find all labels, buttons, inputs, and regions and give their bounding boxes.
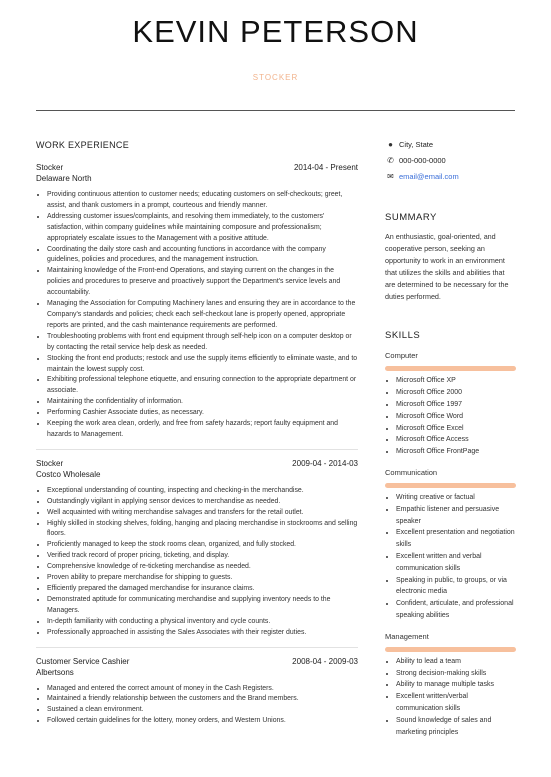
skill-items <box>385 375 516 458</box>
skill-item: • Confident, articulate, and professional speaking abilities <box>396 598 516 622</box>
location-pin-icon: ● <box>388 140 393 149</box>
skill-item: • Excellent written/verbal communication skills <box>396 691 516 715</box>
job-bullet: • Troubleshooting problems with front end equipment through self-help icon on a computer desktop or by contacting the retail service help desk as needed. <box>47 332 358 354</box>
skill-item: • Microsoft Office Excel <box>396 423 516 435</box>
contact-location <box>385 140 516 150</box>
job-bullet: • Verified track record of proper pricing, ticketing, and display. <box>47 551 358 562</box>
skill-item: • Speaking in public, to groups, or via electronic media <box>396 575 516 599</box>
job-bullet: • Professionally approached in assisting the Sales Associates with their register duties. <box>47 628 358 639</box>
job-header <box>36 656 358 667</box>
job-company: Costco Wholesale <box>36 469 101 479</box>
summary-title: SUMMARY <box>385 212 437 223</box>
email-link[interactable]: email@email.com <box>399 172 459 181</box>
job-bullet: • Providing continuous attention to customer needs; educating customers on self-checkouts; greet, assist, and thank customers in a prompt, courteous and friendly manner. <box>47 190 358 212</box>
skill-item: • Writing creative or factual <box>396 492 516 504</box>
job-bullet: • In-depth familiarity with conducting a physical inventory and cycle counts. <box>47 617 358 628</box>
skill-items <box>385 492 516 622</box>
job-bullet: • Exceptional understanding of counting, inspecting and checking-in the merchandise. <box>47 486 358 497</box>
contact-email <box>385 172 516 182</box>
skill-item: • Sound knowledge of sales and marketing principles <box>396 715 516 739</box>
skill-item: • Empathic listener and persuasive speaker <box>396 504 516 528</box>
resume-role: STOCKER <box>252 73 299 82</box>
job-bullets <box>36 684 358 728</box>
job-bullet: • Comprehensive knowledge of re-ticketing merchandise as needed. <box>47 562 358 573</box>
job-company: Albertsons <box>36 667 74 677</box>
job-dates: 2009-04 - 2014-03 <box>292 458 358 468</box>
job-bullet: • Addressing customer issues/complaints, and resolving them immediately, to the customers' satisfaction, within company guidelines while maintaining composure and professionalism; appropriately escalate issues to the Management with a positive attitude. <box>47 212 358 245</box>
job-bullet: • Stocking the front end products; restock and use the supply items efficiently to eliminate waste, and to maintain the lowest supply cost. <box>47 354 358 376</box>
job-bullet: • Followed certain guidelines for the lottery, money orders, and Western Unions. <box>47 716 358 727</box>
skill-item: • Microsoft Office Word <box>396 411 516 423</box>
job-position: Customer Service Cashier <box>36 656 130 666</box>
job-bullet: • Highly skilled in stocking shelves, folding, hanging and placing merchandise in stockrooms and selling floors. <box>47 519 358 541</box>
work-experience-title: WORK EXPERIENCE <box>36 140 130 150</box>
job-bullet: • Maintained a friendly relationship between the customers and the Brand members. <box>47 694 358 705</box>
job-bullet: • Well acquainted with writing merchandise salvages and transfers for the retail outlet. <box>47 508 358 519</box>
skill-item: • Excellent written and verbal communication skills <box>396 551 516 575</box>
header-divider <box>36 110 515 111</box>
job-dates: 2014-04 - Present <box>293 163 358 172</box>
email-icon: ✉ <box>387 172 394 181</box>
job-bullet: • Sustained a clean environment. <box>47 705 358 716</box>
job-bullet: • Outstandingly vigilant in applying sensor devices to merchandise as needed. <box>47 497 358 508</box>
job-company: Delaware North <box>36 174 92 183</box>
work-experience-section <box>36 140 358 735</box>
skill-item: • Microsoft Office 1997 <box>396 399 516 411</box>
job-divider <box>36 647 358 648</box>
phone-icon: ✆ <box>387 156 394 165</box>
job-entry <box>36 458 358 639</box>
job-position: Stocker <box>36 163 64 172</box>
job-list <box>36 162 358 727</box>
skills-title: SKILLS <box>385 330 421 342</box>
skill-category-title: Management <box>385 631 429 641</box>
job-bullet: • Efficiently prepared the damaged merchandise for insurance claims. <box>47 584 358 595</box>
resume-name: KEVIN PETERSON <box>132 14 419 49</box>
job-header <box>36 162 358 173</box>
skill-category-bar <box>385 483 516 488</box>
job-bullet: • Exhibiting professional telephone etiquette, and ensuring connection to the appropriate department or associate. <box>47 375 358 397</box>
job-header <box>36 458 358 469</box>
job-bullet: • Maintaining knowledge of the Front-end Operations, and staying current on the changes in the policies and procedures to preserve and proactively support the Department's service levels and accountability. <box>47 266 358 299</box>
summary-text: An enthusiastic, goal-oriented, and cooperative person, seeking an opportunity to work in an environment that utilizes the skills and abilities that are determined to be necessary for the duties performed. <box>385 232 509 301</box>
sidebar <box>385 140 516 738</box>
skill-item: • Ability to manage multiple tasks <box>396 679 516 691</box>
skill-category-title: Communication <box>385 468 438 478</box>
skill-item: • Microsoft Office XP <box>396 375 516 387</box>
job-bullet: • Maintaining the confidentiality of information. <box>47 397 358 408</box>
job-position: Stocker <box>36 458 64 468</box>
job-bullets <box>36 486 358 639</box>
job-bullet: • Keeping the work area clean, orderly, and free from safety hazards; report faulty equipment and hazards to Management. <box>47 419 358 441</box>
skills-list <box>385 351 516 738</box>
job-bullet: • Demonstrated aptitude for communicating merchandise and supplying inventory needs to the Managers. <box>47 595 358 617</box>
phone-text: 000-000-0000 <box>399 156 446 165</box>
skill-item: • Microsoft Office FrontPage <box>396 446 516 458</box>
job-bullet: • Managed and entered the correct amount of money in the Cash Registers. <box>47 684 358 695</box>
skill-item: • Strong decision-making skills <box>396 668 516 680</box>
job-bullet: • Managing the Association for Computing Machinery lanes and ensuring they are in accordance to the Company's standards and policies; check each self-checkout lane is properly opened, appropriate reports are printed, and the cash maintenance requirements are performed. <box>47 299 358 332</box>
job-bullet: • Proficiently managed to keep the stock rooms clean, organized, and fully stocked. <box>47 540 358 551</box>
job-bullet: • Performing Cashier Associate duties, as necessary. <box>47 408 358 419</box>
skill-item: • Microsoft Office Access <box>396 434 516 446</box>
job-dates: 2008-04 - 2009-03 <box>292 656 358 666</box>
job-bullet: • Proven ability to prepare merchandise for shipping to guests. <box>47 573 358 584</box>
job-entry <box>36 162 358 441</box>
skill-items <box>385 656 516 739</box>
skill-item: • Microsoft Office 2000 <box>396 387 516 399</box>
skill-category-title: Computer <box>385 351 418 361</box>
job-entry <box>36 656 358 728</box>
skill-category-bar <box>385 366 516 371</box>
skill-item: • Excellent presentation and negotiation skills <box>396 527 516 551</box>
job-divider <box>36 449 358 450</box>
job-bullet: • Coordinating the daily store cash and accounting functions in accordance with the company guidelines, policies and procedures, and the management instruction. <box>47 245 358 267</box>
skill-item: • Ability to lead a team <box>396 656 516 668</box>
contact-phone <box>385 156 516 166</box>
skill-category-bar <box>385 647 516 652</box>
location-text: City, State <box>399 140 434 149</box>
job-bullets <box>36 190 358 441</box>
